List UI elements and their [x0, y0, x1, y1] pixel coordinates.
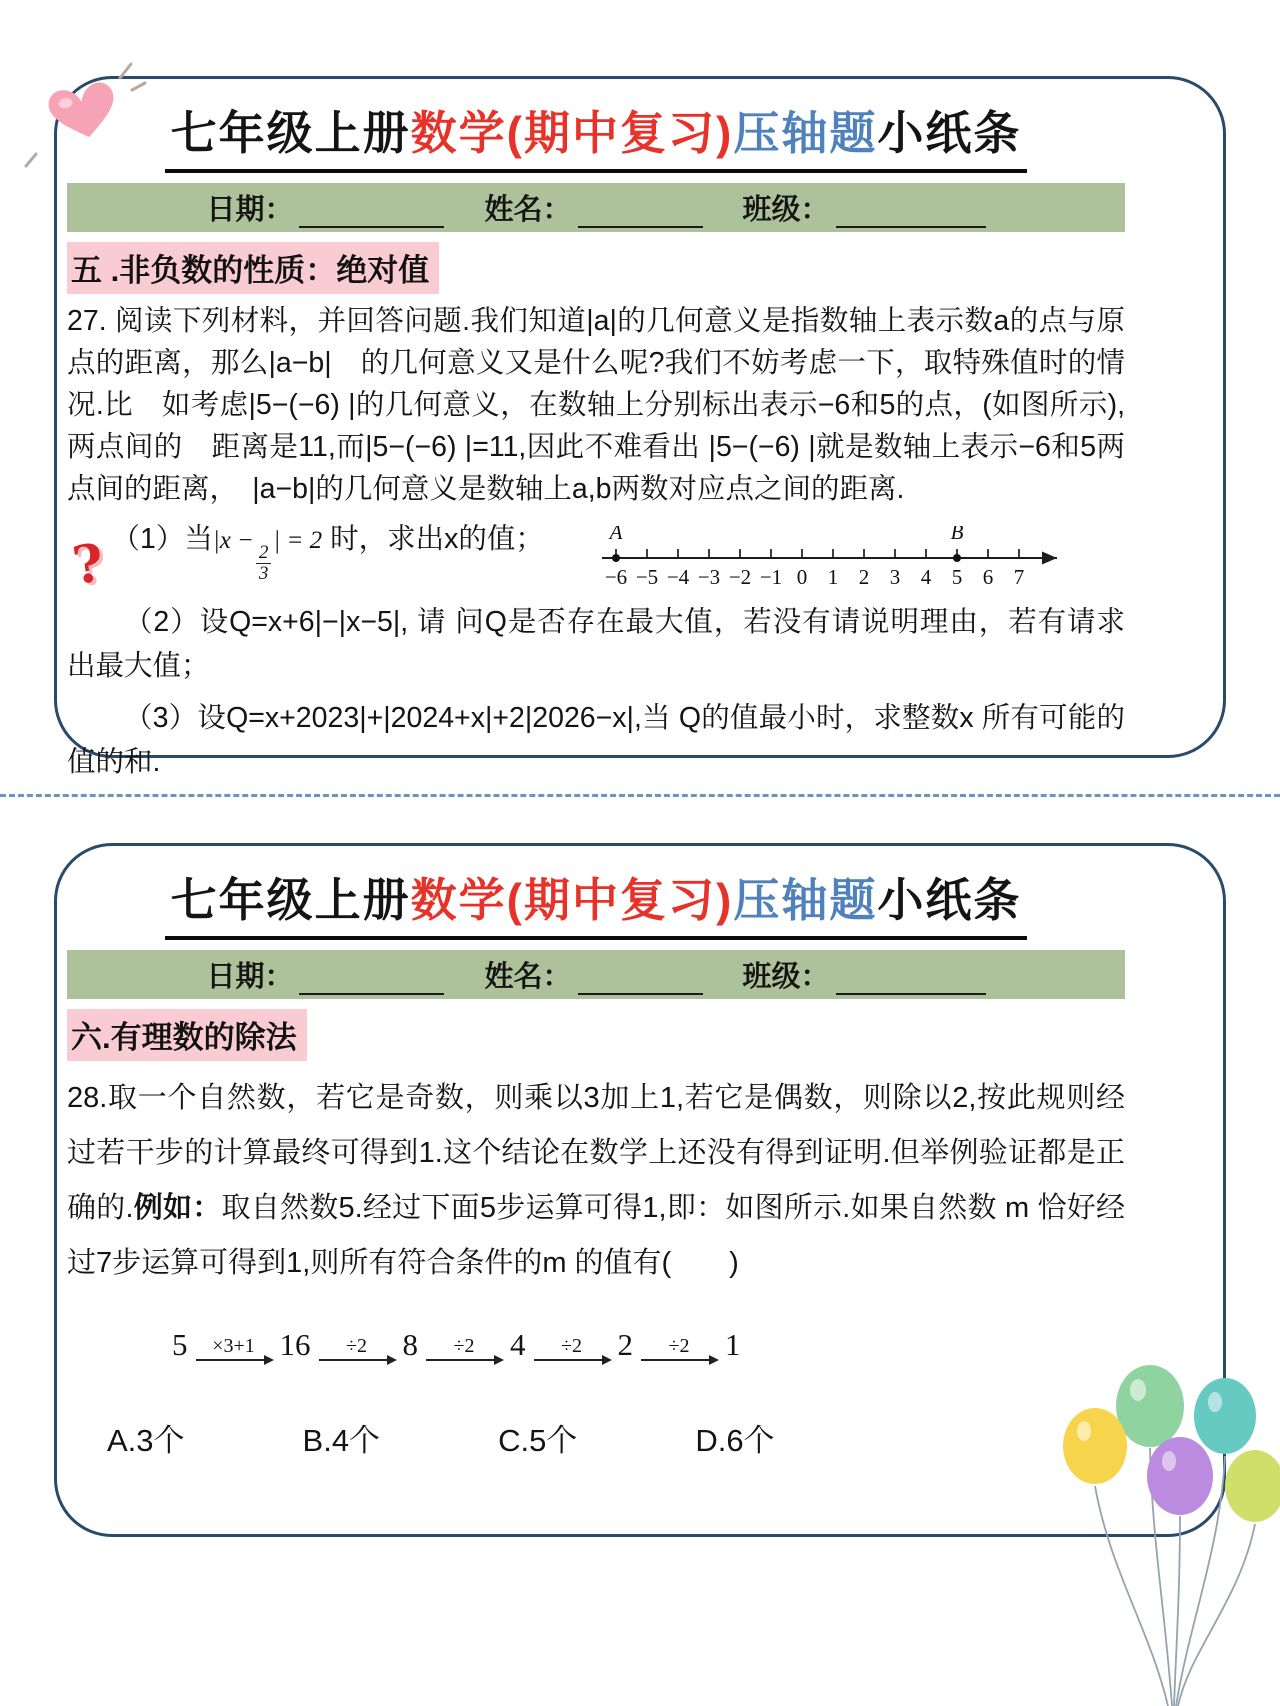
svg-text:7: 7: [1013, 564, 1025, 589]
chain-operation-label: ÷2: [346, 1334, 367, 1357]
section-title-5: 五 .非负数的性质：绝对值: [67, 242, 439, 294]
answer-options: [107, 1415, 1125, 1460]
svg-text:−5: −5: [635, 564, 659, 589]
name-blank: [578, 198, 703, 228]
q1-formula: [212, 527, 323, 584]
q1-prefix: （1）当: [111, 523, 213, 555]
dashed-divider: [0, 794, 1280, 797]
problem-28-part1: 28.取一个自然数，若它是奇数，则乘以3加上1,若它是偶数，则除以2,按此规则经过若干步的计算最终可得到1.这个结论在数学上还没有得到证明.但举例验证都是正确的.: [67, 1082, 1125, 1224]
chain-operation-label: ÷2: [453, 1334, 475, 1357]
option-b: B.4个: [302, 1423, 381, 1458]
chain-value: 5: [172, 1327, 188, 1362]
problem-27-text: 27. 阅读下列材料，并回答问题.我们知道|a|的几何意义是指数轴上表示数a的点与原点的距离，那么|a−b| 的几何意义又是什么呢?我们不妨考虑一下，取特殊值时的情况.比 如考虑|5−(−6) |的几何意义，在数轴上分别标出表示−6和5的点，(如图所示),两点间的 距离是11,而|5−(−6) |=11,因此不难看出 |5−(−6) |就是数轴上表示−6和5两点间的距离， |a−b|的几何意义是数轴上a,b两数对应点之间的距离.: [67, 305, 1125, 505]
class-blank: [836, 198, 986, 228]
arrow-right-icon: [196, 1359, 272, 1361]
class-blank: [836, 965, 986, 995]
number-line-figure: [600, 526, 1070, 592]
arrow-right-icon: [319, 1359, 395, 1361]
title-highlight-blue: 压轴题: [733, 874, 878, 926]
svg-text:5: 5: [951, 564, 963, 589]
chain-operation-label: ÷2: [668, 1334, 690, 1357]
arrow-right-icon: [534, 1359, 610, 1361]
chain-operation: [641, 1336, 717, 1361]
name-field: [484, 954, 702, 995]
date-field: [206, 954, 444, 995]
svg-text:4: 4: [920, 564, 932, 589]
question-2: （2）设Q=x+6|−|x−5|, 请 问Q是否存在最大值，若没有请说明理由，若有请求出最大值；: [67, 605, 1125, 682]
chain-operation: [426, 1336, 502, 1361]
svg-text:0: 0: [796, 564, 808, 589]
chain-value: 1: [725, 1327, 741, 1362]
title-prefix: 七年级上册: [170, 874, 411, 926]
svg-text:−6: −6: [604, 564, 628, 589]
class-field: [743, 954, 986, 995]
date-label: 日期：: [206, 194, 294, 226]
svg-text:6: 6: [982, 564, 994, 589]
chain-operation: [534, 1336, 610, 1361]
problem-28-bold: 例如：: [133, 1192, 222, 1224]
date-blank: [299, 198, 444, 228]
q1-abs-right: | = 2: [273, 527, 323, 554]
info-banner: [67, 183, 1125, 232]
chain-value: 4: [510, 1327, 526, 1362]
title-highlight-blue: 压轴题: [733, 107, 878, 159]
title-suffix: 小纸条: [877, 107, 1022, 159]
name-label: 姓名：: [484, 961, 572, 993]
question-1: [111, 516, 543, 592]
svg-text:−3: −3: [697, 564, 721, 589]
title-prefix: 七年级上册: [170, 107, 411, 159]
info-banner-2: [67, 950, 1125, 999]
balloons-icon: [1040, 1360, 1280, 1706]
option-c: C.5个: [498, 1423, 578, 1458]
class-label: 班级：: [742, 194, 830, 226]
question-1-row: [67, 516, 1125, 598]
date-blank: [299, 965, 444, 995]
date-label: 日期：: [206, 961, 294, 993]
problem-28-part2: 取自然数5.经过下面5步运算可得1,即：如图所示.如果自然数 m 恰好经过7步运算可得到1,则所有符合条件的m 的值有( ): [67, 1192, 1125, 1279]
svg-text:1: 1: [827, 564, 839, 589]
section-title-6: 六.有理数的除法: [67, 1009, 307, 1061]
worksheet-card-1: [54, 76, 1226, 778]
question-3: （3）设Q=x+2023|+|2024+x|+2|2026−x|,当 Q的值最小时，求整数x 所有可能的值的和.: [67, 701, 1125, 778]
q1-suffix: 时，求出x的值；: [322, 523, 544, 555]
title-highlight-red: 数学(期中复习): [410, 107, 734, 159]
svg-text:3: 3: [889, 564, 901, 589]
option-d: D.6个: [695, 1423, 775, 1458]
option-a: A.3个: [107, 1423, 185, 1458]
svg-text:A: A: [609, 525, 623, 544]
chain-operation-label: ×3+1: [212, 1334, 255, 1357]
fraction-denominator: 3: [258, 562, 269, 584]
svg-text:−1: −1: [759, 564, 783, 589]
title-highlight-red: 数学(期中复习): [410, 874, 734, 926]
svg-text:B: B: [950, 525, 964, 544]
page-title: [165, 97, 1028, 173]
heart-icon: [22, 58, 152, 173]
problem-28-text: [67, 1071, 1125, 1291]
chain-value: 8: [402, 1327, 418, 1362]
fraction-numerator: 2: [256, 543, 272, 564]
question-mark-icon: ?: [68, 532, 108, 598]
svg-text:−2: −2: [728, 564, 752, 589]
class-field: [743, 187, 986, 228]
calculation-chain-figure: [167, 1327, 1125, 1363]
q1-abs-left: |x −: [212, 527, 254, 554]
arrow-right-icon: [426, 1359, 502, 1361]
title-suffix: 小纸条: [877, 874, 1022, 926]
svg-text:2: 2: [858, 564, 870, 589]
chain-operation: [196, 1336, 272, 1361]
name-label: 姓名：: [484, 194, 572, 226]
chain-value: 2: [617, 1327, 633, 1362]
page-title-2: [165, 864, 1028, 940]
name-field: [484, 187, 702, 228]
name-blank: [578, 965, 703, 995]
svg-text:−4: −4: [666, 564, 690, 589]
chain-operation-label: ÷2: [561, 1334, 582, 1357]
chain-value: 16: [279, 1327, 311, 1362]
q1-fraction: [256, 543, 272, 584]
arrow-right-icon: [641, 1359, 717, 1361]
class-label: 班级：: [742, 961, 830, 993]
date-field: [206, 187, 444, 228]
chain-operation: [319, 1336, 395, 1361]
